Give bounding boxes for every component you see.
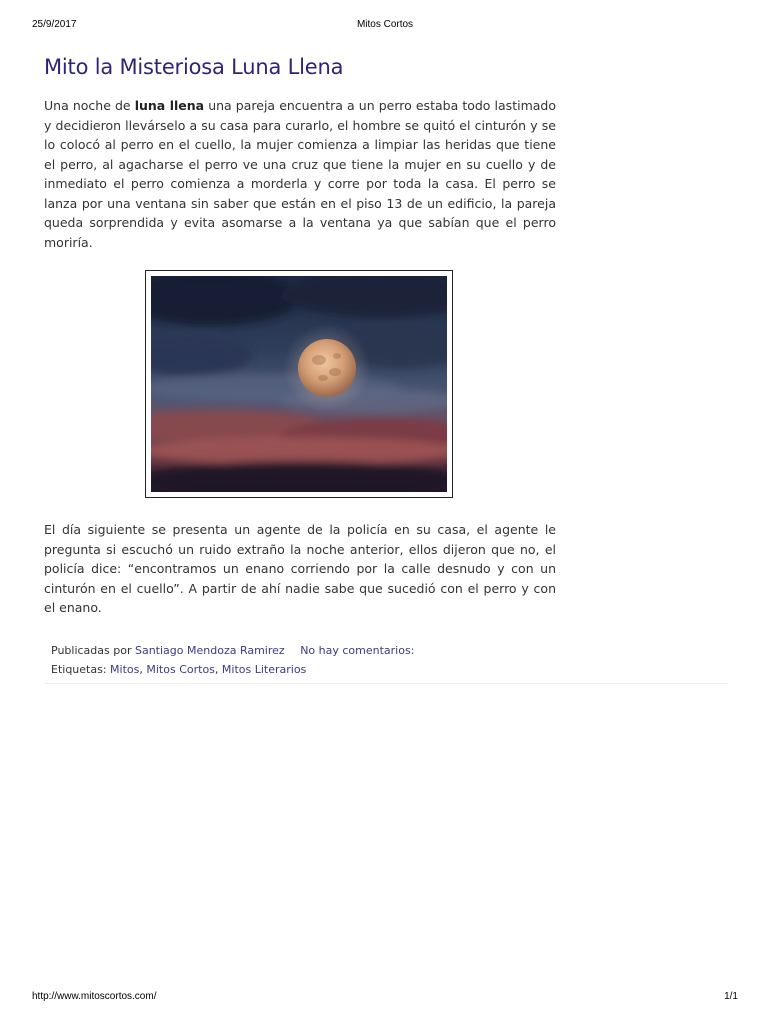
print-header — [32, 19, 738, 33]
footer-divider — [44, 683, 728, 684]
post-title[interactable]: Mito la Misteriosa Luna Llena — [44, 55, 344, 79]
print-page-count: 1/1 — [724, 991, 738, 1002]
post-footer-tags: Etiquetas: Mitos, Mitos Cortos, Mitos Literarios — [51, 663, 307, 676]
author-link[interactable]: Santiago Mendoza Ramirez — [134, 644, 285, 657]
full-moon-image — [151, 276, 447, 492]
tag-link[interactable]: Mitos — [110, 663, 140, 676]
post-footer-byline — [51, 641, 726, 660]
post-paragraph-1 — [44, 96, 556, 252]
print-footer — [32, 991, 738, 1005]
published-by-label: Publicadas por — [51, 644, 132, 657]
print-site-title: Mitos Cortos — [356, 19, 414, 30]
post-footer — [51, 641, 726, 679]
post-paragraph-2: El día siguiente se presenta un agente de la policía en su casa, el agente le pregunta si escuchó un ruido extraño la noche anterior, ellos dijeron que no, el policía dice: “encontramos un enano corriendo por la calle desnudo y con un cinturón en el cuello”. A partir de ahí nadie sabe que sucedió con el perro y con el enano. — [44, 522, 556, 615]
comments-link[interactable]: No hay comentarios: — [300, 644, 415, 657]
tags-label: Etiquetas: — [51, 663, 107, 676]
paragraph-1-lead: Una noche de — [44, 98, 135, 113]
tag-link[interactable]: Mitos Cortos — [146, 663, 215, 676]
full-moon-image-frame — [145, 270, 453, 498]
paragraph-1-bold-term: luna llena — [134, 98, 205, 113]
paragraph-1-rest: una pareja encuentra a un perro estaba todo lastimado y decidieron llevárselo a su casa para curarlo, el hombre se quitó el cinturón y se lo colocó al perro en el cuello, la mujer comienza a limpiar las heridas que tiene el perro, al agacharse el perro ve una cruz que tiene la mujer en su cuello y de inmediato el perro comienza a morderla y corre por toda la casa. El perro se lanza por una ventana sin saber que están en el piso 13 de un edificio, la pareja queda sorprendida y evita asomarse a la ventana ya que sabían que el perro moriría. — [44, 98, 556, 250]
print-url: http://www.mitoscortos.com/ — [32, 991, 157, 1002]
tag-link[interactable]: Mitos Literarios — [221, 663, 307, 676]
print-date: 25/9/2017 — [32, 19, 77, 30]
